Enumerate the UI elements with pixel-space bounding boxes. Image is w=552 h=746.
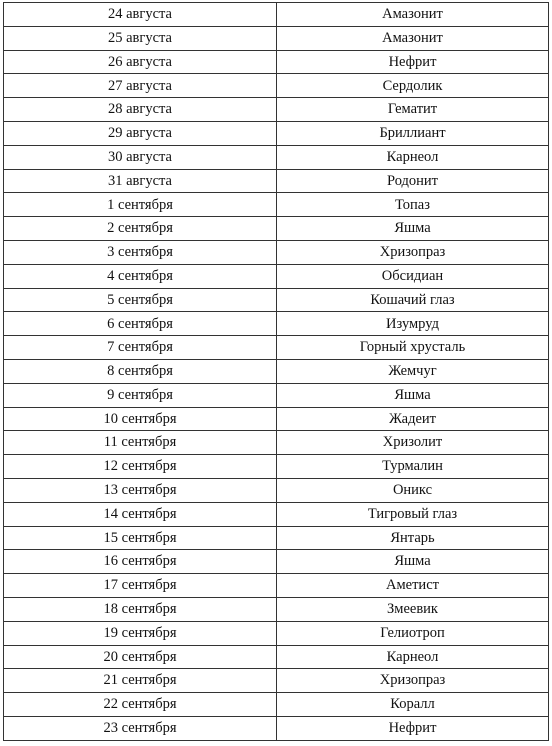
table-row bbox=[4, 431, 549, 455]
stone-cell: Кошачий глаз bbox=[277, 288, 549, 312]
date-cell: 18 сентября bbox=[4, 597, 277, 621]
table-row bbox=[4, 217, 549, 241]
table-row bbox=[4, 526, 549, 550]
date-cell: 2 сентября bbox=[4, 217, 277, 241]
stone-cell: Жемчуг bbox=[277, 359, 549, 383]
date-cell: 31 августа bbox=[4, 169, 277, 193]
table-row bbox=[4, 336, 549, 360]
date-cell: 16 сентября bbox=[4, 550, 277, 574]
stone-cell: Хризолит bbox=[277, 431, 549, 455]
stone-cell: Змеевик bbox=[277, 597, 549, 621]
date-cell: 9 сентября bbox=[4, 383, 277, 407]
date-cell: 19 сентября bbox=[4, 621, 277, 645]
stone-cell: Изумруд bbox=[277, 312, 549, 336]
date-cell: 21 сентября bbox=[4, 669, 277, 693]
table-row bbox=[4, 264, 549, 288]
stone-cell: Жадеит bbox=[277, 407, 549, 431]
stone-cell: Обсидиан bbox=[277, 264, 549, 288]
table-row bbox=[4, 669, 549, 693]
table-row bbox=[4, 574, 549, 598]
date-cell: 29 августа bbox=[4, 121, 277, 145]
table-row bbox=[4, 193, 549, 217]
table-row bbox=[4, 240, 549, 264]
table-row bbox=[4, 121, 549, 145]
stone-cell: Яшма bbox=[277, 383, 549, 407]
table-row bbox=[4, 359, 549, 383]
date-cell: 28 августа bbox=[4, 98, 277, 122]
table-row bbox=[4, 288, 549, 312]
date-cell: 26 августа bbox=[4, 50, 277, 74]
table-row bbox=[4, 693, 549, 717]
table-row bbox=[4, 26, 549, 50]
table-row bbox=[4, 145, 549, 169]
date-cell: 27 августа bbox=[4, 74, 277, 98]
table-row bbox=[4, 478, 549, 502]
stone-cell: Сердолик bbox=[277, 74, 549, 98]
stone-cell: Нефрит bbox=[277, 50, 549, 74]
date-cell: 12 сентября bbox=[4, 455, 277, 479]
stone-cell: Аметист bbox=[277, 574, 549, 598]
stone-cell: Хризопраз bbox=[277, 669, 549, 693]
date-cell: 10 сентября bbox=[4, 407, 277, 431]
date-cell: 15 сентября bbox=[4, 526, 277, 550]
stone-cell: Гелиотроп bbox=[277, 621, 549, 645]
date-cell: 24 августа bbox=[4, 3, 277, 27]
stone-cell: Гематит bbox=[277, 98, 549, 122]
stone-cell: Нефрит bbox=[277, 716, 549, 740]
table-body bbox=[4, 3, 549, 741]
date-cell: 13 сентября bbox=[4, 478, 277, 502]
stone-cell: Коралл bbox=[277, 693, 549, 717]
table-row bbox=[4, 74, 549, 98]
date-cell: 6 сентября bbox=[4, 312, 277, 336]
date-cell: 8 сентября bbox=[4, 359, 277, 383]
date-cell: 30 августа bbox=[4, 145, 277, 169]
stone-cell: Турмалин bbox=[277, 455, 549, 479]
stone-cell: Карнеол bbox=[277, 645, 549, 669]
table-row bbox=[4, 502, 549, 526]
table-row bbox=[4, 597, 549, 621]
birthstone-table bbox=[3, 2, 549, 741]
table-row bbox=[4, 407, 549, 431]
stone-cell: Карнеол bbox=[277, 145, 549, 169]
table-row bbox=[4, 621, 549, 645]
date-cell: 23 сентября bbox=[4, 716, 277, 740]
date-cell: 22 сентября bbox=[4, 693, 277, 717]
date-cell: 25 августа bbox=[4, 26, 277, 50]
date-cell: 7 сентября bbox=[4, 336, 277, 360]
table-row bbox=[4, 312, 549, 336]
table-row bbox=[4, 550, 549, 574]
stone-cell: Горный хрусталь bbox=[277, 336, 549, 360]
stone-cell: Топаз bbox=[277, 193, 549, 217]
stone-cell: Хризопраз bbox=[277, 240, 549, 264]
table-row bbox=[4, 169, 549, 193]
date-cell: 5 сентября bbox=[4, 288, 277, 312]
stone-cell: Оникс bbox=[277, 478, 549, 502]
table-row bbox=[4, 3, 549, 27]
table-row bbox=[4, 383, 549, 407]
date-cell: 14 сентября bbox=[4, 502, 277, 526]
date-cell: 3 сентября bbox=[4, 240, 277, 264]
table-row bbox=[4, 716, 549, 740]
table-row bbox=[4, 645, 549, 669]
date-cell: 1 сентября bbox=[4, 193, 277, 217]
stone-cell: Янтарь bbox=[277, 526, 549, 550]
table-row bbox=[4, 455, 549, 479]
stone-cell: Бриллиант bbox=[277, 121, 549, 145]
stone-cell: Амазонит bbox=[277, 3, 549, 27]
date-cell: 17 сентября bbox=[4, 574, 277, 598]
table-row bbox=[4, 98, 549, 122]
stone-cell: Тигровый глаз bbox=[277, 502, 549, 526]
stone-cell: Яшма bbox=[277, 217, 549, 241]
stone-cell: Родонит bbox=[277, 169, 549, 193]
date-cell: 20 сентября bbox=[4, 645, 277, 669]
date-cell: 11 сентября bbox=[4, 431, 277, 455]
stone-cell: Амазонит bbox=[277, 26, 549, 50]
stone-cell: Яшма bbox=[277, 550, 549, 574]
table-row bbox=[4, 50, 549, 74]
date-cell: 4 сентября bbox=[4, 264, 277, 288]
